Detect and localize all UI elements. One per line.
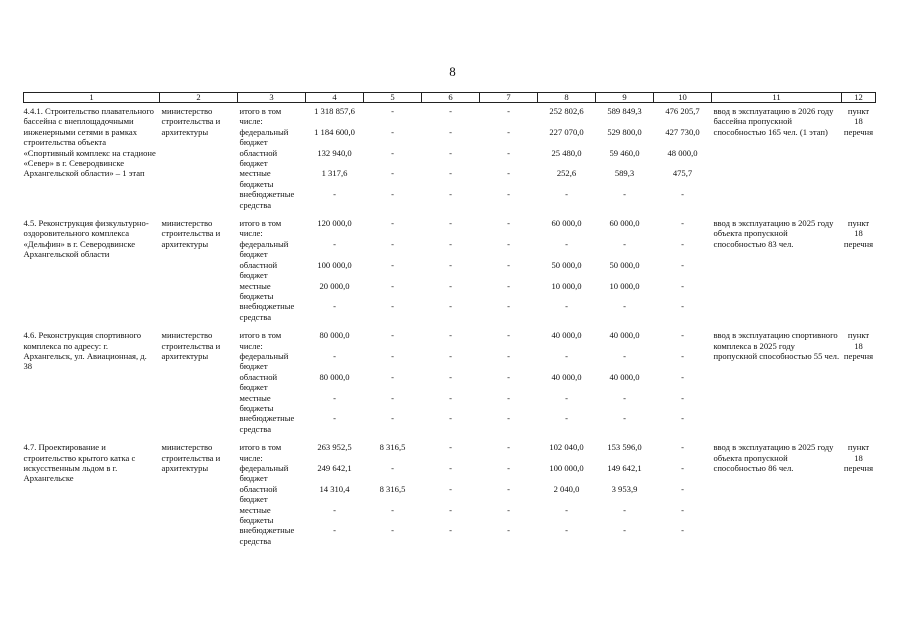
- amount-cell: -: [449, 525, 452, 536]
- funding-source: местные бюджеты: [239, 280, 274, 301]
- amount-cell: 10 000,0: [609, 280, 640, 291]
- funding-source: федеральный бюджет: [239, 126, 289, 148]
- amount-cell: 2 040,0: [553, 483, 580, 494]
- amount-cell: -: [681, 463, 684, 473]
- amount-cell: -: [333, 525, 336, 536]
- col-header: 4: [306, 93, 364, 103]
- amount-cell: -: [391, 168, 394, 179]
- executor: министерство строительства и архитектуры: [161, 330, 221, 361]
- amount-cell: -: [333, 504, 336, 515]
- amount-cell: 249 642,1: [317, 463, 352, 473]
- spacer-row: [24, 322, 876, 330]
- amount-cell: 153 596,0: [607, 442, 642, 453]
- funding-source: местные бюджеты: [239, 392, 274, 413]
- amount-cell: -: [391, 218, 394, 229]
- amount-cell: -: [681, 280, 684, 291]
- amount-cell: -: [449, 442, 452, 453]
- amount-cell: 40 000,0: [609, 330, 640, 341]
- amount-cell: -: [449, 147, 452, 158]
- amount-cell: -: [681, 218, 684, 229]
- amount-cell: -: [565, 189, 568, 200]
- amount-cell: -: [333, 189, 336, 200]
- page-number: 8: [449, 64, 456, 79]
- amount-cell: -: [681, 330, 684, 341]
- amount-cell: -: [391, 463, 394, 473]
- amount-cell: 227 070,0: [549, 126, 584, 137]
- amount-cell: -: [449, 259, 452, 270]
- amount-cell: -: [391, 350, 394, 361]
- amount-cell: -: [507, 301, 510, 312]
- amount-cell: -: [449, 189, 452, 200]
- col-header: 8: [538, 93, 596, 103]
- amount-cell: -: [507, 280, 510, 291]
- expected-result: ввод в эксплуатацию в 2026 году бассейна пропускной способностью 165 чел. (1 этап): [713, 106, 834, 137]
- amount-cell: -: [681, 238, 684, 249]
- amount-cell: 252,6: [556, 168, 577, 179]
- expected-result: ввод в эксплуатацию спортивного комплекса в 2025 году пропускной способностью 55 чел.: [713, 330, 840, 361]
- col-header: 3: [238, 93, 306, 103]
- amount-cell: 149 642,1: [607, 463, 642, 473]
- amount-cell: -: [681, 483, 684, 494]
- amount-cell: -: [391, 392, 394, 403]
- col-header: 11: [712, 93, 842, 103]
- amount-cell: 59 460,0: [609, 147, 640, 158]
- amount-cell: 8 316,5: [379, 442, 406, 453]
- spacer-cell: [24, 546, 876, 554]
- amount-cell: -: [507, 330, 510, 341]
- reference: пункт 18 перечня: [843, 442, 874, 473]
- funding-source: областной бюджет: [239, 371, 278, 393]
- amount-cell: 589 849,3: [607, 106, 642, 116]
- amount-cell: -: [623, 238, 626, 249]
- amount-cell: 100 000,0: [317, 259, 352, 270]
- activity-name: 4.4.1. Строительство плавательного бассейна с внеплощадочными инженерными сетями в рамках строительства объекта «Спортивный комплекс на стадионе «Север» в г. Северодвинске Архангельской области» – 1 этап: [23, 106, 156, 179]
- amount-cell: 40 000,0: [609, 371, 640, 382]
- amount-cell: -: [333, 413, 336, 424]
- amount-cell: -: [623, 392, 626, 403]
- amount-cell: 1 184 600,0: [314, 126, 355, 137]
- amount-cell: -: [565, 413, 568, 424]
- amount-cell: -: [449, 371, 452, 382]
- funding-source: местные бюджеты: [239, 504, 274, 526]
- funding-source: итого в том числе:: [239, 442, 282, 463]
- amount-cell: -: [449, 218, 452, 229]
- funding-source: итого в том числе:: [239, 106, 282, 127]
- amount-cell: -: [449, 280, 452, 291]
- amount-cell: 40 000,0: [551, 371, 582, 382]
- amount-cell: -: [681, 371, 684, 382]
- amount-cell: -: [507, 525, 510, 536]
- amount-cell: 3 953,9: [611, 483, 638, 494]
- activity-name: 4.7. Проектирование и строительство крытого катка с искусственным льдом в г. Архангельске: [23, 442, 136, 484]
- amount-cell: -: [449, 504, 452, 515]
- amount-cell: -: [565, 392, 568, 403]
- executor: министерство строительства и архитектуры: [161, 218, 221, 249]
- amount-cell: -: [449, 413, 452, 424]
- col-header: 6: [422, 93, 480, 103]
- spacer-row: [24, 434, 876, 442]
- expected-result: ввод в эксплуатацию в 2025 году объекта пропускной способностью 86 чел.: [713, 442, 834, 473]
- amount-cell: 60 000,0: [551, 218, 582, 229]
- amount-cell: -: [449, 168, 452, 179]
- funding-source: итого в том числе:: [239, 218, 282, 239]
- amount-cell: 20 000,0: [319, 280, 350, 291]
- spacer-cell: [24, 322, 876, 330]
- amount-cell: -: [507, 442, 510, 453]
- amount-cell: -: [623, 189, 626, 200]
- amount-cell: -: [333, 301, 336, 312]
- amount-cell: -: [565, 525, 568, 536]
- col-header: 5: [364, 93, 422, 103]
- col-header: 9: [596, 93, 654, 103]
- funding-source: областной бюджет: [239, 483, 278, 505]
- amount-cell: 476 205,7: [665, 106, 700, 116]
- funding-source: федеральный бюджет: [239, 350, 289, 372]
- amount-cell: 8 316,5: [379, 483, 406, 494]
- amount-cell: -: [391, 147, 394, 158]
- amount-cell: -: [681, 350, 684, 361]
- amount-cell: -: [391, 106, 394, 116]
- amount-cell: -: [507, 371, 510, 382]
- amount-cell: -: [507, 189, 510, 200]
- amount-cell: -: [507, 504, 510, 515]
- amount-cell: -: [449, 126, 452, 137]
- amount-cell: 14 310,4: [319, 483, 350, 494]
- amount-cell: -: [449, 301, 452, 312]
- amount-cell: -: [507, 392, 510, 403]
- amount-cell: 50 000,0: [551, 259, 582, 270]
- amount-cell: -: [681, 413, 684, 424]
- column-numbers-row: [24, 93, 876, 103]
- amount-cell: -: [449, 106, 452, 116]
- amount-cell: -: [507, 126, 510, 137]
- reference: пункт 18 перечня: [843, 106, 874, 137]
- col-header: 2: [160, 93, 238, 103]
- spacer-cell: [24, 434, 876, 442]
- amount-cell: -: [391, 504, 394, 515]
- col-header: 1: [24, 93, 160, 103]
- amount-cell: 475,7: [672, 168, 693, 179]
- amount-cell: -: [623, 504, 626, 515]
- amount-cell: 48 000,0: [667, 147, 698, 158]
- amount-cell: -: [507, 238, 510, 249]
- amount-cell: -: [681, 504, 684, 515]
- amount-cell: -: [391, 126, 394, 137]
- amount-cell: 529 800,0: [607, 126, 642, 137]
- amount-cell: -: [623, 525, 626, 536]
- reference: пункт 18 перечня: [843, 330, 874, 361]
- amount-cell: -: [391, 525, 394, 536]
- amount-cell: -: [449, 463, 452, 473]
- table-row: [24, 218, 876, 239]
- amount-cell: -: [507, 218, 510, 229]
- funding-source: местные бюджеты: [239, 168, 274, 189]
- executor: министерство строительства и архитектуры: [161, 106, 221, 137]
- amount-cell: -: [507, 413, 510, 424]
- spacer-row: [24, 546, 876, 554]
- amount-cell: -: [681, 442, 684, 453]
- amount-cell: 80 000,0: [319, 330, 350, 341]
- amount-cell: 132 940,0: [317, 147, 352, 158]
- amount-cell: -: [449, 483, 452, 494]
- amount-cell: -: [681, 301, 684, 312]
- amount-cell: -: [449, 330, 452, 341]
- amount-cell: 120 000,0: [317, 218, 352, 229]
- amount-cell: 60 000,0: [609, 218, 640, 229]
- col-header: 7: [480, 93, 538, 103]
- amount-cell: 427 730,0: [665, 126, 700, 137]
- funding-source: внебюджетные средства: [239, 413, 295, 434]
- activity-name: 4.6. Реконструкция спортивного комплекса по адресу: г. Архангельск, ул. Авиационная, д. 38: [23, 330, 147, 372]
- table-row: [24, 442, 876, 463]
- amount-cell: 1 318 857,6: [314, 106, 355, 116]
- amount-cell: -: [391, 330, 394, 341]
- funding-source: федеральный бюджет: [239, 463, 289, 484]
- funding-source: внебюджетные средства: [239, 189, 295, 210]
- amount-cell: -: [391, 259, 394, 270]
- amount-cell: -: [565, 238, 568, 249]
- amount-cell: 263 952,5: [317, 442, 352, 453]
- amount-cell: 252 802,6: [549, 106, 584, 116]
- table-row: [24, 330, 876, 351]
- amount-cell: -: [391, 280, 394, 291]
- amount-cell: -: [333, 392, 336, 403]
- spacer-row: [24, 210, 876, 218]
- spacer-cell: [24, 210, 876, 218]
- amount-cell: -: [507, 106, 510, 116]
- amount-cell: -: [623, 413, 626, 424]
- amount-cell: 80 000,0: [319, 371, 350, 382]
- amount-cell: -: [507, 259, 510, 270]
- amount-cell: -: [565, 350, 568, 361]
- amount-cell: -: [391, 238, 394, 249]
- col-header: 12: [842, 93, 876, 103]
- reference: пункт 18 перечня: [843, 218, 874, 249]
- amount-cell: 50 000,0: [609, 259, 640, 270]
- funding-source: федеральный бюджет: [239, 238, 289, 260]
- amount-cell: -: [391, 189, 394, 200]
- amount-cell: -: [681, 189, 684, 200]
- program-table: [23, 92, 876, 554]
- activity-name: 4.5. Реконструкция физкультурно-оздоровительного комплекса «Дельфин» в г. Северодвинске Архангельской области: [23, 218, 149, 260]
- amount-cell: 102 040,0: [549, 442, 584, 453]
- amount-cell: 100 000,0: [549, 463, 584, 473]
- amount-cell: 25 480,0: [551, 147, 582, 158]
- amount-cell: -: [507, 168, 510, 179]
- executor: министерство строительства и архитектуры: [161, 442, 221, 473]
- table-row: [24, 106, 876, 127]
- amount-cell: -: [449, 350, 452, 361]
- funding-source: областной бюджет: [239, 147, 278, 169]
- funding-source: внебюджетные средства: [239, 525, 295, 546]
- funding-source: внебюджетные средства: [239, 301, 295, 322]
- amount-cell: -: [333, 350, 336, 361]
- amount-cell: -: [565, 504, 568, 515]
- amount-cell: 589,3: [614, 168, 635, 179]
- funding-source: областной бюджет: [239, 259, 278, 281]
- amount-cell: -: [623, 301, 626, 312]
- amount-cell: -: [507, 463, 510, 473]
- amount-cell: -: [507, 350, 510, 361]
- amount-cell: 1 317,6: [321, 168, 348, 179]
- amount-cell: -: [391, 413, 394, 424]
- amount-cell: -: [565, 301, 568, 312]
- amount-cell: -: [449, 238, 452, 249]
- amount-cell: -: [623, 350, 626, 361]
- amount-cell: -: [507, 483, 510, 494]
- amount-cell: -: [507, 147, 510, 158]
- amount-cell: -: [391, 301, 394, 312]
- amount-cell: -: [449, 392, 452, 403]
- amount-cell: 40 000,0: [551, 330, 582, 341]
- amount-cell: 10 000,0: [551, 280, 582, 291]
- amount-cell: -: [681, 392, 684, 403]
- amount-cell: -: [333, 238, 336, 249]
- amount-cell: -: [391, 371, 394, 382]
- funding-source: итого в том числе:: [239, 330, 282, 351]
- expected-result: ввод в эксплуатацию в 2025 году объекта пропускной способностью 83 чел.: [713, 218, 834, 249]
- amount-cell: -: [681, 525, 684, 536]
- amount-cell: -: [681, 259, 684, 270]
- col-header: 10: [654, 93, 712, 103]
